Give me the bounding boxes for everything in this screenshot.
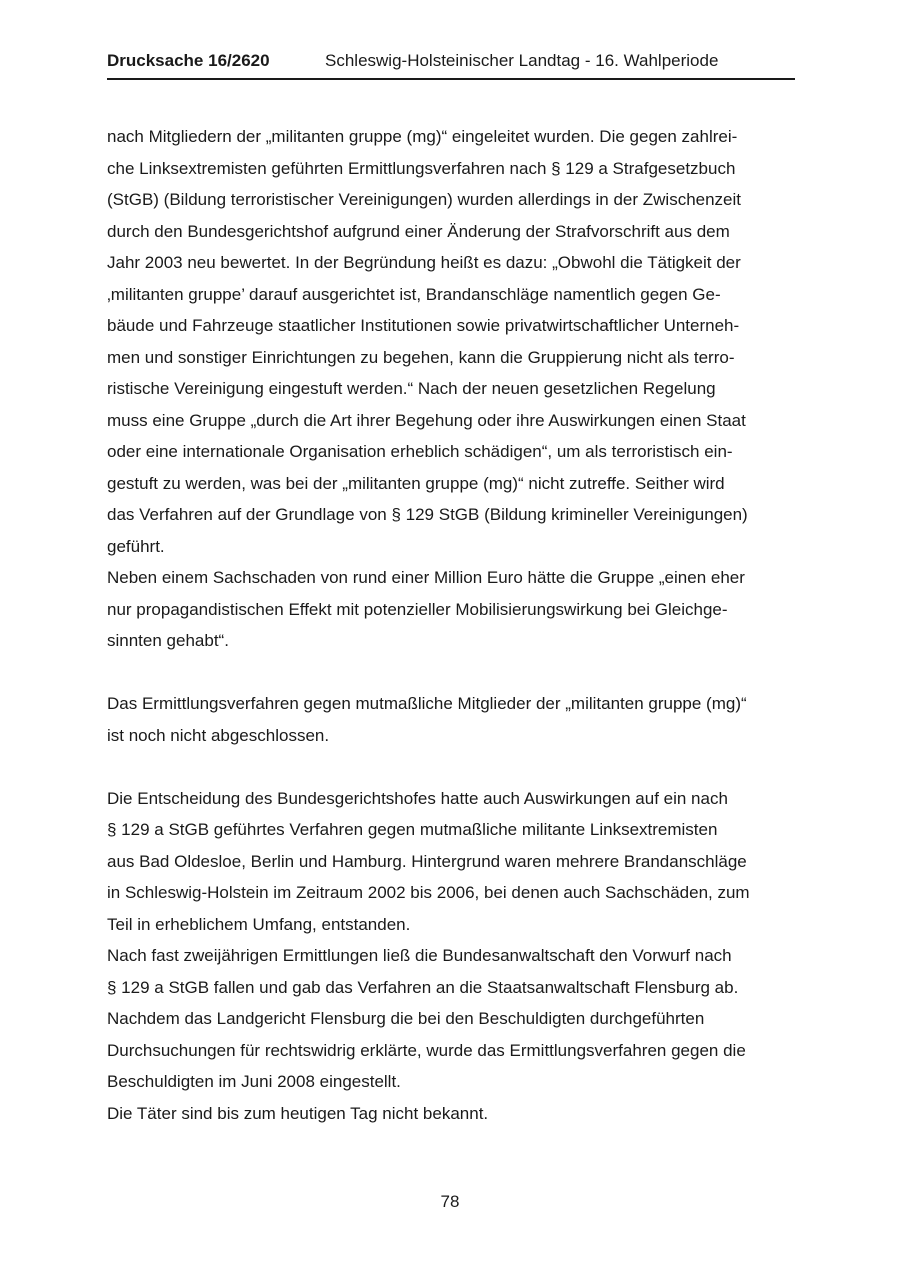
text-line: Jahr 2003 neu bewertet. In der Begründung heißt es dazu: „Obwohl die Tätigkeit der <box>107 253 741 272</box>
text-line <box>107 657 797 689</box>
text-line: nach Mitgliedern der „militanten gruppe (mg)“ eingeleitet wurden. Die gegen zahlrei- <box>107 127 738 146</box>
text-line: durch den Bundesgerichtshof aufgrund einer Änderung der Strafvorschrift aus dem <box>107 221 730 241</box>
text-line: Beschuldigten im Juni 2008 eingestellt. <box>107 1072 401 1091</box>
text-line: men und sonstiger Einrichtungen zu begehen, kann die Gruppierung nicht als terro- <box>107 347 735 367</box>
text-line: Das Ermittlungsverfahren gegen mutmaßliche Mitglieder der „militanten gruppe (mg)“ <box>107 694 747 713</box>
header-title: Schleswig-Holsteinischer Landtag - 16. Wahlperiode <box>325 51 719 70</box>
text-line: sinnten gehabt“. <box>107 631 229 650</box>
text-line: geführt. <box>107 536 165 556</box>
text-line: ‚militanten gruppe’ darauf ausgerichtet ist, Brandanschläge namentlich gegen Ge- <box>107 284 721 304</box>
text-line: nur propagandistischen Effekt mit potenzieller Mobilisierungswirkung bei Gleichge- <box>107 599 728 619</box>
text-line: muss eine Gruppe „durch die Art ihrer Begehung oder ihre Auswirkungen einen Staat <box>107 410 746 430</box>
body-text <box>107 121 797 1129</box>
text-line <box>107 751 797 783</box>
text-line: ist noch nicht abgeschlossen. <box>107 725 330 745</box>
text-line: gestuft zu werden, was bei der „militanten gruppe (mg)“ nicht zutreffe. Seither wird <box>107 473 725 493</box>
text-line: bäude und Fahrzeuge staatlicher Institutionen sowie privatwirtschaftlicher Unterneh- <box>107 316 740 335</box>
text-line: che Linksextremisten geführten Ermittlungsverfahren nach § 129 a Strafgesetzbuch <box>107 158 736 178</box>
text-line: ristische Vereinigung eingestuft werden.“ Nach der neuen gesetzlichen Regelung <box>107 379 716 398</box>
text-line: (StGB) (Bildung terroristischer Vereinigungen) wurden allerdings in der Zwischenzeit <box>107 190 742 209</box>
text-line: aus Bad Oldesloe, Berlin und Hamburg. Hintergrund waren mehrere Brandanschläge <box>107 851 747 871</box>
page-number: 78 <box>440 1192 460 1211</box>
text-line: oder eine internationale Organisation erheblich schädigen“, um als terroristisch ein- <box>107 442 733 461</box>
text-line: Nach fast zweijährigen Ermittlungen ließ die Bundesanwaltschaft den Vorwurf nach <box>107 946 732 965</box>
text-line: in Schleswig-Holstein im Zeitraum 2002 bis 2006, bei denen auch Sachschäden, zum <box>107 883 750 902</box>
text-line: Teil in erheblichem Umfang, entstanden. <box>107 914 411 934</box>
text-line: Neben einem Sachschaden von rund einer Million Euro hätte die Gruppe „einen eher <box>107 568 745 587</box>
text-line: Die Entscheidung des Bundesgerichtshofes hatte auch Auswirkungen auf ein nach <box>107 788 728 808</box>
text-line: § 129 a StGB geführtes Verfahren gegen mutmaßliche militante Linksextremisten <box>107 820 718 839</box>
text-line: Die Täter sind bis zum heutigen Tag nicht bekannt. <box>107 1103 489 1123</box>
doc-number: Drucksache 16/2620 <box>107 51 270 70</box>
text-line: das Verfahren auf der Grundlage von § 129 StGB (Bildung krimineller Vereinigungen) <box>107 505 748 524</box>
text-line: Durchsuchungen für rechtswidrig erklärte, wurde das Ermittlungsverfahren gegen die <box>107 1040 746 1060</box>
text-line: Nachdem das Landgericht Flensburg die bei den Beschuldigten durchgeführten <box>107 1009 705 1028</box>
text-line: § 129 a StGB fallen und gab das Verfahren an die Staatsanwaltschaft Flensburg ab. <box>107 977 739 997</box>
page-header <box>107 48 795 80</box>
